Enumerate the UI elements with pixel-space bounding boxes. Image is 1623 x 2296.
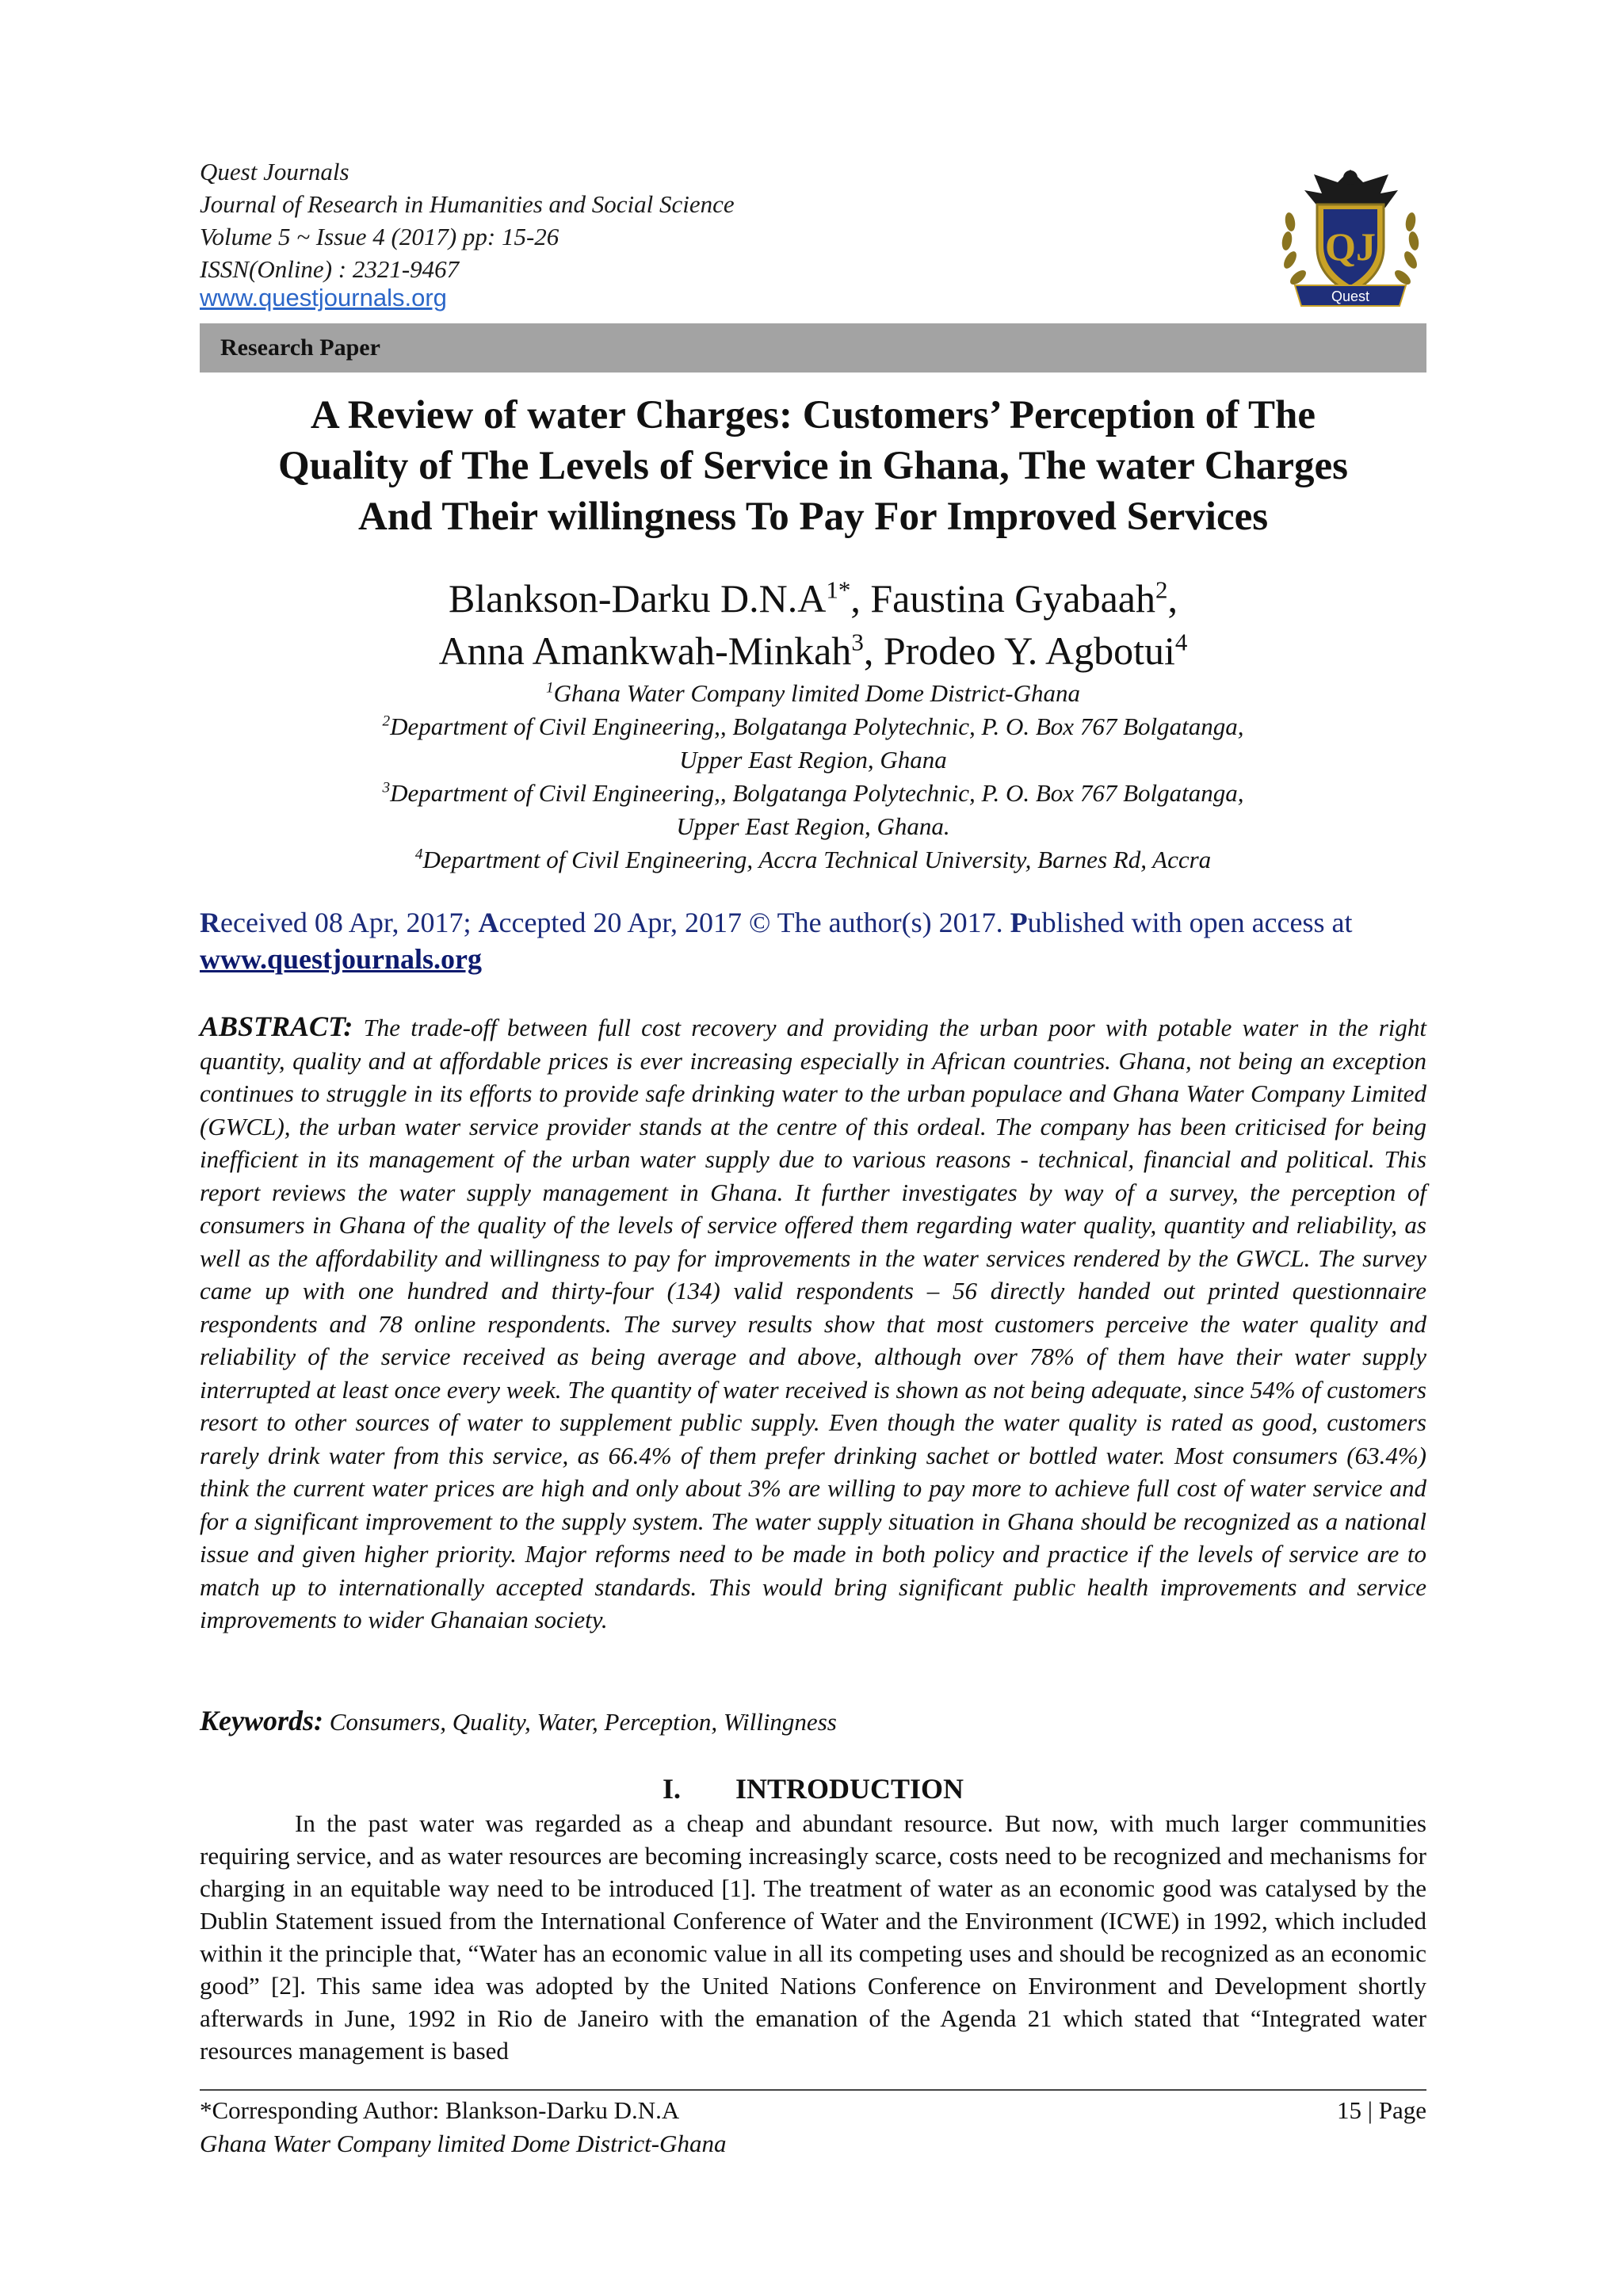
author-list (200, 572, 1426, 677)
abstract-text: The trade-off between full cost recovery and providing the urban poor with potable water in the right quantity, quality and at affordable prices is ever increasing especially in African countries. Ghana, not being an exception continues to struggle in its efforts to provide safe drinking water to the urban populace and Ghana Water Company Limited (GWCL), the urban water service provider stands at the centre of this ordeal. The company has been criticised for being inefficient in its management of the urban water supply due to various reasons - technical, financial and political. This report reviews the water supply management in Ghana. It further investigates by way of a survey, the perception of consumers in Ghana of the quality of the levels of service offered them regarding water quality, quantity and reliability, as well as the affordability and willingness to pay for improvements in the water services rendered by the GWCL. The survey came up with one hundred and thirty-four (134) valid respondents – 56 directly handed out printed questionnaire respondents and 78 online respondents. The survey results show that most customers perceive the water quality and reliability of the service received as being average and above, although over 78% of them have their water supply interrupted at least once every week. The quantity of water received is shown as not being adequate, since 54% of customers resort to other sources of water to supplement public supply. Even though the water quality is rated as good, customers rarely drink water from this service, as 66.4% of them prefer drinking sachet or bottled water. Most consumers (63.4%) think the current water prices are high and only about 3% are willing to pay more to achieve full cost of water service and for a significant improvement to the supply system. The water supply situation in Ghana should be recognized as a national issue and given higher priority. Major reforms need to be made in both policy and practice if the levels of service are to match up to internationally accepted standards. This would bring significant public health improvements and service improvements to wider Ghanaian society. (200, 1014, 1426, 1633)
footer-affiliation: Ghana Water Company limited Dome District-Ghana (200, 2130, 727, 2157)
journal-volume: Volume 5 ~ Issue 4 (2017) pp: 15-26 (200, 223, 559, 250)
affiliation: Upper East Region, Ghana (679, 746, 947, 774)
keywords (200, 1704, 1426, 1739)
author-sup: 1* (826, 575, 851, 604)
author-sup: 4 (1174, 628, 1188, 656)
affiliation: Upper East Region, Ghana. (676, 812, 950, 840)
journal-publisher: Quest Journals (200, 158, 349, 185)
section-heading-introduction (200, 1771, 1426, 1807)
author-sup: 3 (851, 628, 864, 656)
affiliation: $^2$Department of Civil Engineering,, Bolgatanga Polytechnic, P. O. Box 767 Bolgatanga, (382, 712, 1244, 740)
author-name: Blankson-Darku D.N.A (449, 576, 827, 621)
footer-divider (200, 2089, 1426, 2091)
logo-ribbon-text: Quest (1331, 288, 1370, 304)
received-line: Received 08 Apr, 2017; Accepted 20 Apr, 2017 © The author(s) 2017. Published with open access at (200, 907, 1353, 938)
journal-url-link[interactable]: www.questjournals.org (200, 284, 447, 311)
keywords-label: Keywords: (200, 1705, 323, 1736)
journal-issn: ISSN(Online) : 2321-9467 (200, 255, 460, 283)
title-line: A Review of water Charges: Customers’ Perception of The (310, 393, 1316, 437)
section-title: INTRODUCTION (735, 1773, 964, 1805)
title-line: Quality of The Levels of Service in Ghana, The water Charges (277, 444, 1349, 488)
quest-journals-logo (1266, 159, 1434, 314)
author-line: Blankson-Darku $D.N.A^{1*}$, Faustina Gyabaah$^2$, (449, 575, 1178, 621)
section-number: I. (662, 1773, 681, 1805)
author-name: Anna Amankwah-Minkah (438, 628, 852, 673)
affiliations (200, 677, 1426, 877)
footer-author (200, 2094, 1071, 2160)
journal-name: Journal of Research in Humanities and Social Science (200, 190, 735, 218)
abstract (200, 1010, 1426, 1637)
affiliation: $^4$Department of Civil Engineering, Accra Technical University, Barnes Rd, Accra (414, 846, 1212, 873)
introduction-paragraph: In the past water was regarded as a cheap and abundant resource. But now, with much larger communities requiring service, and as water resources are becoming increasingly scarce, costs need to be recognized and mechanisms for charging in an equitable way need to be introduced [1]. The treatment of water as an economic good was catalysed by the Dublin Statement issued from the International Conference of Water and the Environment (ICWE) in 1992, which included within it the principle that, “Water has an economic value in all its competing uses and should be recognized as an economic good” [2]. This same idea was adopted by the United Nations Conference on Environment and Development shortly afterwards in June, 1992 in Rio de Janeiro with the emanation of the Agenda 21 which stated that “Integrated water resources management is based (200, 1809, 1426, 2065)
title-line: And Their willingness To Pay For Improved Services (357, 495, 1269, 539)
logo-letters: QJ (1325, 224, 1376, 269)
section-bar: Research Paper (200, 323, 1426, 372)
author-name: Prodeo Y. Agbotui (883, 628, 1175, 673)
affiliation: $^1$Ghana Water Company limited Dome District-Ghana (545, 679, 1081, 707)
author-sup: 2 (1155, 575, 1168, 604)
paper-title (200, 390, 1426, 542)
author-line: Anna Amankwah-Minkah$^3$, Prodeo Y. Agbotui$^4$ (438, 628, 1188, 673)
affiliation: $^3$Department of Civil Engineering,, Bolgatanga Polytechnic, P. O. Box 767 Bolgatanga, (382, 779, 1244, 807)
page-number: 15 | Page (1337, 2096, 1426, 2124)
open-access-link[interactable]: www.questjournals.org (200, 943, 483, 975)
author-name: Faustina Gyabaah (870, 576, 1155, 621)
keywords-text: Consumers, Quality, Water, Perception, Willingness (329, 1708, 837, 1736)
journal-info (200, 155, 1151, 285)
abstract-label: ABSTRACT: (200, 1010, 353, 1042)
corresponding-author: *Corresponding Author: Blankson-Darku D.N.A (200, 2096, 680, 2124)
